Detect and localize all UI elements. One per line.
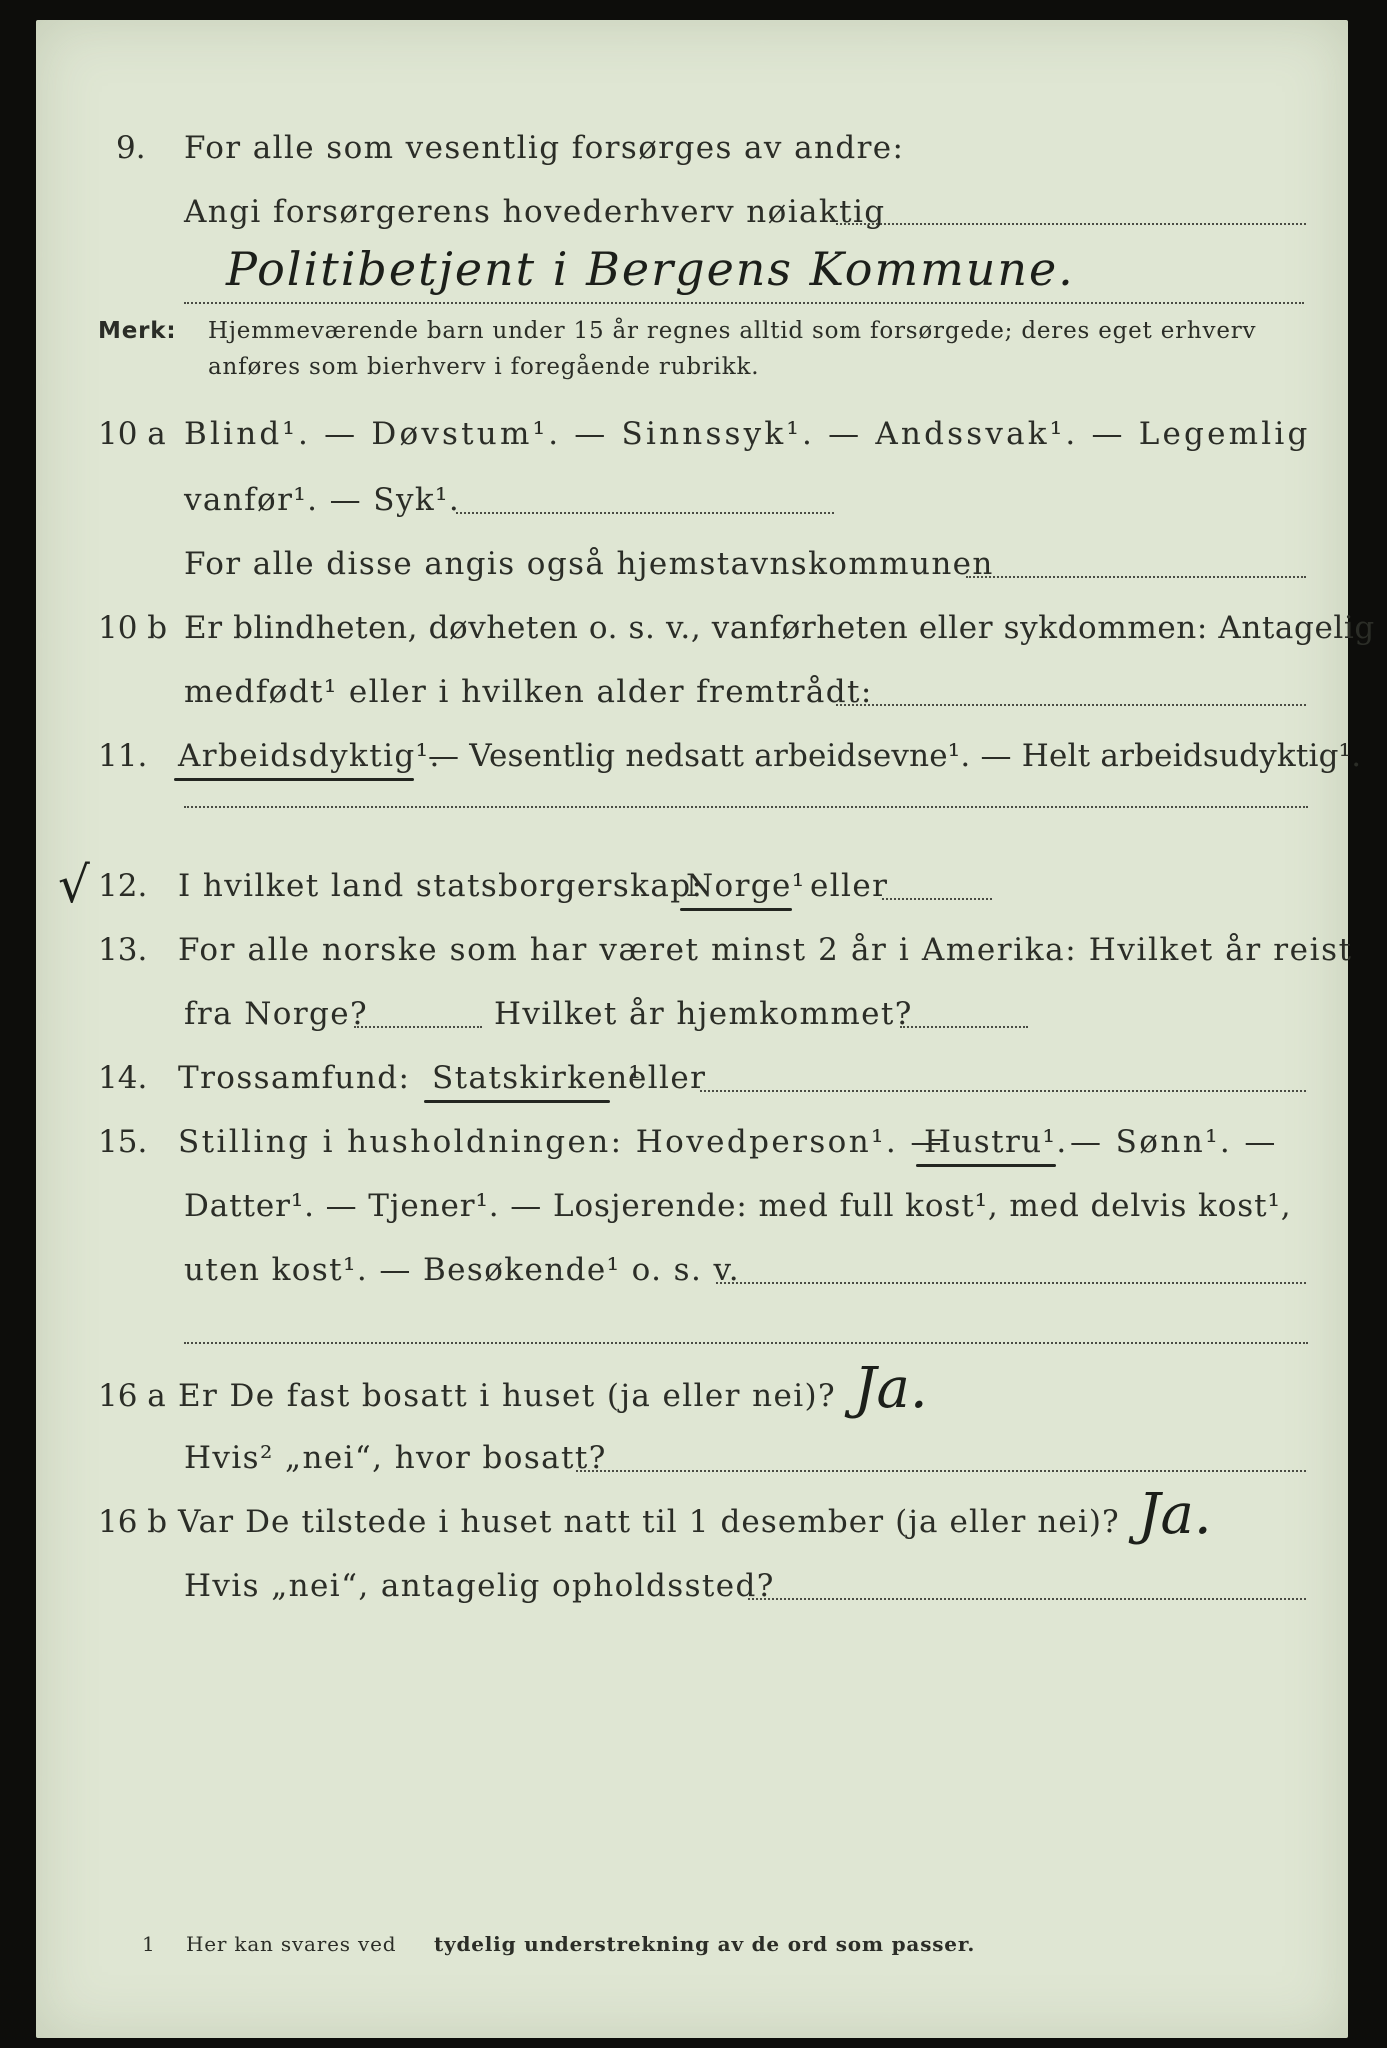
q10a-number: 10 a xyxy=(98,416,166,452)
q15-dotted-line xyxy=(716,1282,1306,1284)
q14-label: Trossamfund: xyxy=(178,1060,411,1096)
merk-line1: Hjemmeværende barn under 15 år regnes alltid som forsørgede; deres eget erhverv xyxy=(208,318,1257,344)
q12-underline-mark xyxy=(680,908,792,911)
q9-handwritten-answer: Politibetjent i Bergens Kommune. xyxy=(226,242,1075,296)
merk-line2: anføres som bierhverv i foregående rubrikk. xyxy=(208,354,760,380)
q10a-dotted-line xyxy=(456,512,834,514)
q14-underline-mark xyxy=(424,1100,610,1103)
q14-option-statskirken: Statskirken¹ xyxy=(432,1060,643,1096)
footnote-marker: 1 xyxy=(142,1932,156,1956)
q13-number: 13. xyxy=(98,932,148,968)
q12-option-norge: Norge¹ xyxy=(686,868,806,904)
census-form-page xyxy=(36,20,1375,2038)
q11-separator xyxy=(184,806,1308,808)
q15-line1-part3: — Sønn¹. — xyxy=(1070,1124,1278,1160)
footnote-text-bold: tydelig understrekning av de ord som passer. xyxy=(434,1932,976,1956)
q9-number: 9. xyxy=(116,130,146,166)
q13-year-left-line xyxy=(354,1026,482,1028)
q9-dotted-line xyxy=(836,223,1306,225)
q11-underline-mark xyxy=(174,778,414,781)
q13-year-returned-label: Hvilket år hjemkommet? xyxy=(494,996,913,1032)
q16b-line2: Hvis „nei“, antagelig opholdssted? xyxy=(184,1568,775,1604)
q15-option-hustru: Hustru¹. xyxy=(924,1124,1068,1160)
q13-year-returned-line xyxy=(900,1026,1028,1028)
q15-line2: Datter¹. — Tjener¹. — Losjerende: med full kost¹, med delvis kost¹, xyxy=(184,1188,1292,1224)
checkmark-icon: √ xyxy=(58,856,90,914)
q10a-hometown-line xyxy=(966,576,1306,578)
q15-line3: uten kost¹. — Besøkende¹ o. s. v. xyxy=(184,1252,740,1288)
q16b-line1: Var De tilstede i huset natt til 1 desember (ja eller nei)? xyxy=(178,1504,1120,1540)
merk-label: Merk: xyxy=(98,318,177,344)
q15-underline-mark xyxy=(916,1164,1056,1167)
q10b-dotted-line xyxy=(836,704,1306,706)
q15-separator xyxy=(184,1342,1308,1344)
q11-number: 11. xyxy=(98,738,148,774)
q9-line2: Angi forsørgerens hovederhverv nøiaktig xyxy=(184,194,886,230)
q10b-number: 10 b xyxy=(98,610,168,646)
q16b-dotted-line xyxy=(748,1598,1306,1600)
q16a-number: 16 a xyxy=(98,1378,166,1414)
footnote-text-plain: Her kan svares ved xyxy=(186,1932,397,1956)
q16a-line1: Er De fast bosatt i huset (ja eller nei)? xyxy=(178,1378,837,1414)
q13-year-left-label: fra Norge? xyxy=(184,996,369,1032)
q11-other-options: — Vesentlig nedsatt arbeidsevne¹. — Helt arbeidsudyktig¹. xyxy=(428,738,1362,774)
q16a-dotted-line xyxy=(576,1470,1306,1472)
q16b-number: 16 b xyxy=(98,1504,168,1540)
q15-number: 15. xyxy=(98,1124,148,1160)
q12-dotted-line xyxy=(882,898,992,900)
q14-dotted-line xyxy=(700,1090,1306,1092)
q13-line1: For alle norske som har været minst 2 år i Amerika: Hvilket år reist xyxy=(178,932,1353,968)
q9-line1: For alle som vesentlig forsørges av andre: xyxy=(184,130,905,166)
q16a-line2: Hvis² „nei“, hvor bosatt? xyxy=(184,1440,607,1476)
q11-option-arbeidsdyktig: Arbeidsdyktig¹. xyxy=(178,738,441,774)
q14-number: 14. xyxy=(98,1060,148,1096)
q10a-line1: Blind¹. — Døvstum¹. — Sinnssyk¹. — Andssvak¹. — Legemlig xyxy=(184,416,1311,452)
q15-line1-part1: Stilling i husholdningen: Hovedperson¹. — xyxy=(178,1124,944,1160)
q12-number: 12. xyxy=(98,868,148,904)
q10a-line2: vanfør¹. — Syk¹. xyxy=(184,482,461,518)
q14-or: eller xyxy=(628,1060,707,1096)
q10b-line2: medfødt¹ eller i hvilken alder fremtrådt: xyxy=(184,674,873,710)
q10a-line3: For alle disse angis også hjemstavnskommunen xyxy=(184,546,994,582)
q16a-handwritten-answer: Ja. xyxy=(854,1356,928,1421)
q16b-handwritten-answer: Ja. xyxy=(1138,1482,1212,1547)
q9-answer-line xyxy=(184,302,1304,304)
q10b-line1: Er blindheten, døvheten o. s. v., vanførheten eller sykdommen: Antagelig xyxy=(184,610,1375,646)
q12-question: I hvilket land statsborgerskap: xyxy=(178,868,704,904)
q12-or: eller xyxy=(810,868,889,904)
